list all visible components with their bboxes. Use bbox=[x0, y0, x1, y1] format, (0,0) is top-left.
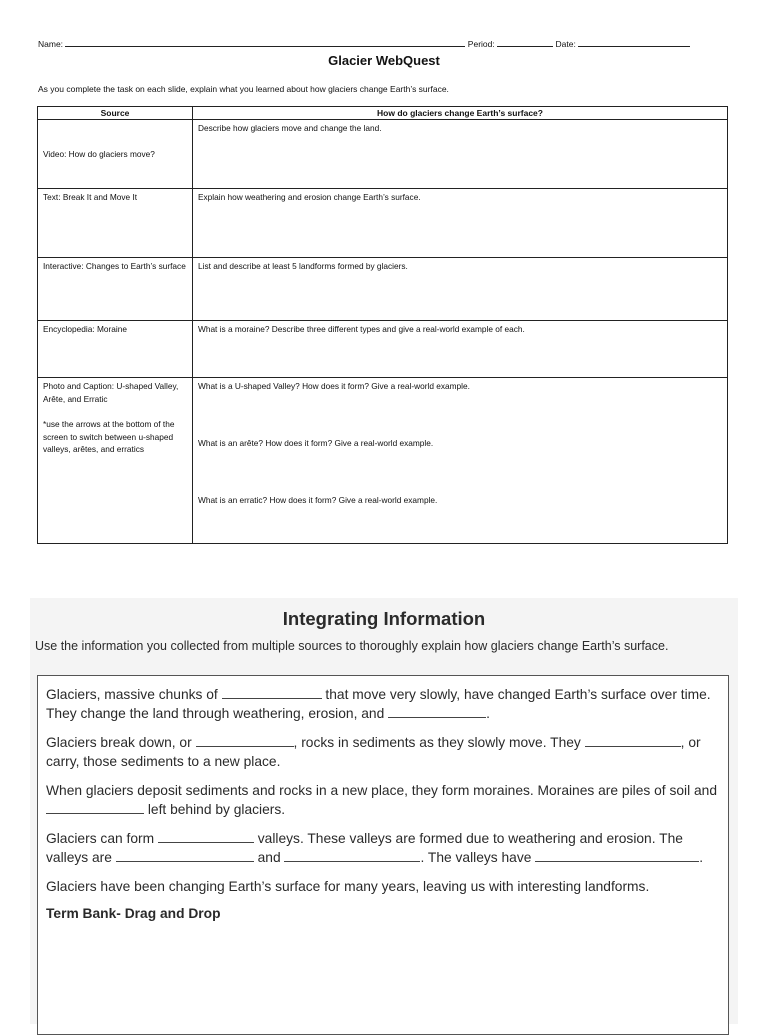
table-row bbox=[38, 189, 728, 258]
source-cell: Encyclopedia: Moraine bbox=[38, 321, 193, 378]
paragraph-text: that move very slowly, have changed Earth’s surface over time. They change the land through weathering, erosion, and bbox=[46, 687, 711, 721]
table-header-row bbox=[38, 107, 728, 120]
paragraph-text: . The valleys have bbox=[420, 850, 536, 865]
drop-blank[interactable] bbox=[196, 734, 294, 747]
section-title: Integrating Information bbox=[282, 608, 486, 629]
paragraph-text: left behind by glaciers. bbox=[144, 802, 286, 817]
name-label: Name: bbox=[38, 39, 64, 49]
section-intro: Use the information you collected from multiple sources to thoroughly explain how glaciers change Earth’s surface. bbox=[35, 639, 669, 653]
header-source: Source bbox=[38, 107, 193, 120]
term-bank-label: Term Bank- Drag and Drop bbox=[46, 906, 221, 921]
table-row bbox=[38, 258, 728, 321]
source-cell: Video: How do glaciers move? bbox=[38, 120, 193, 189]
drop-blank[interactable] bbox=[116, 849, 254, 862]
instructions: As you complete the task on each slide, explain what you learned about how glaciers change Earth’s surface. bbox=[38, 84, 449, 94]
prompt-text: What is an arête? How does it form? Give a real-world example. bbox=[198, 437, 434, 448]
answer-cell[interactable] bbox=[193, 189, 728, 258]
prompt-text: What is a U-shaped Valley? How does it form? Give a real-world example. bbox=[198, 381, 470, 391]
name-blank[interactable] bbox=[65, 38, 465, 47]
source-cell bbox=[38, 378, 193, 544]
cloze-paragraph: Glaciers have been changing Earth’s surface for many years, leaving us with interesting landforms. bbox=[46, 879, 650, 894]
table-row bbox=[38, 321, 728, 378]
paragraph-text: Glaciers, massive chunks of bbox=[46, 687, 222, 702]
source-cell: Interactive: Changes to Earth’s surface bbox=[38, 258, 193, 321]
prompt-text: What is a moraine? Describe three different types and give a real-world example of each. bbox=[198, 324, 525, 334]
answer-cell[interactable] bbox=[193, 378, 728, 544]
drop-blank[interactable] bbox=[388, 705, 486, 718]
drop-blank[interactable] bbox=[284, 849, 420, 862]
prompt-text: List and describe at least 5 landforms formed by glaciers. bbox=[198, 261, 408, 271]
prompt-text: Explain how weathering and erosion change Earth’s surface. bbox=[198, 192, 421, 202]
period-label: Period: bbox=[467, 39, 495, 49]
drop-blank[interactable] bbox=[46, 801, 144, 814]
drop-blank[interactable] bbox=[585, 734, 681, 747]
cloze-paragraph bbox=[46, 829, 720, 867]
paragraph-text: valleys. These valleys are formed due to weathering and erosion. The valleys are bbox=[46, 831, 683, 865]
source-text: Photo and Caption: U-shaped Valley, Arête, and Erratic bbox=[43, 381, 179, 404]
header-line bbox=[38, 38, 738, 49]
paragraph-text: , rocks in sediments as they slowly move. They bbox=[293, 735, 585, 750]
prompt-text: Describe how glaciers move and change the land. bbox=[198, 123, 382, 133]
header-question: How do glaciers change Earth’s surface? bbox=[193, 107, 728, 120]
period-blank[interactable] bbox=[497, 38, 553, 47]
cloze-paragraph bbox=[46, 781, 720, 819]
date-label: Date: bbox=[555, 39, 576, 49]
paragraph-text: Glaciers break down, or bbox=[46, 735, 196, 750]
paragraph-text: , or carry, those sediments to a new place. bbox=[46, 735, 701, 769]
integrating-information-panel bbox=[30, 598, 738, 1024]
paragraph-text: When glaciers deposit sediments and rocks in a new place, they form moraines. Moraines are piles of soil and bbox=[46, 783, 718, 798]
page-title: Glacier WebQuest bbox=[328, 53, 440, 68]
date-blank[interactable] bbox=[578, 38, 690, 47]
source-note: *use the arrows at the bottom of the screen to switch between u-shaped valleys, arêtes, and erratics bbox=[43, 418, 175, 455]
paragraph-text: . bbox=[486, 706, 490, 721]
cloze-box bbox=[37, 675, 729, 1035]
drop-blank[interactable] bbox=[535, 849, 699, 862]
cloze-paragraph bbox=[46, 733, 720, 771]
paragraph-text: and bbox=[253, 850, 285, 865]
paragraph-text: . bbox=[699, 850, 704, 865]
table-row bbox=[38, 378, 728, 544]
table-row bbox=[38, 120, 728, 189]
drop-blank[interactable] bbox=[222, 686, 322, 699]
webquest-table bbox=[37, 106, 728, 544]
answer-cell[interactable] bbox=[193, 120, 728, 189]
paragraph-text: Glaciers can form bbox=[46, 831, 158, 846]
prompt-text: What is an erratic? How does it form? Give a real-world example. bbox=[198, 494, 438, 505]
source-cell: Text: Break It and Move It bbox=[38, 189, 193, 258]
cloze-paragraph bbox=[46, 685, 720, 723]
answer-cell[interactable] bbox=[193, 321, 728, 378]
drop-blank[interactable] bbox=[158, 830, 254, 843]
answer-cell[interactable] bbox=[193, 258, 728, 321]
